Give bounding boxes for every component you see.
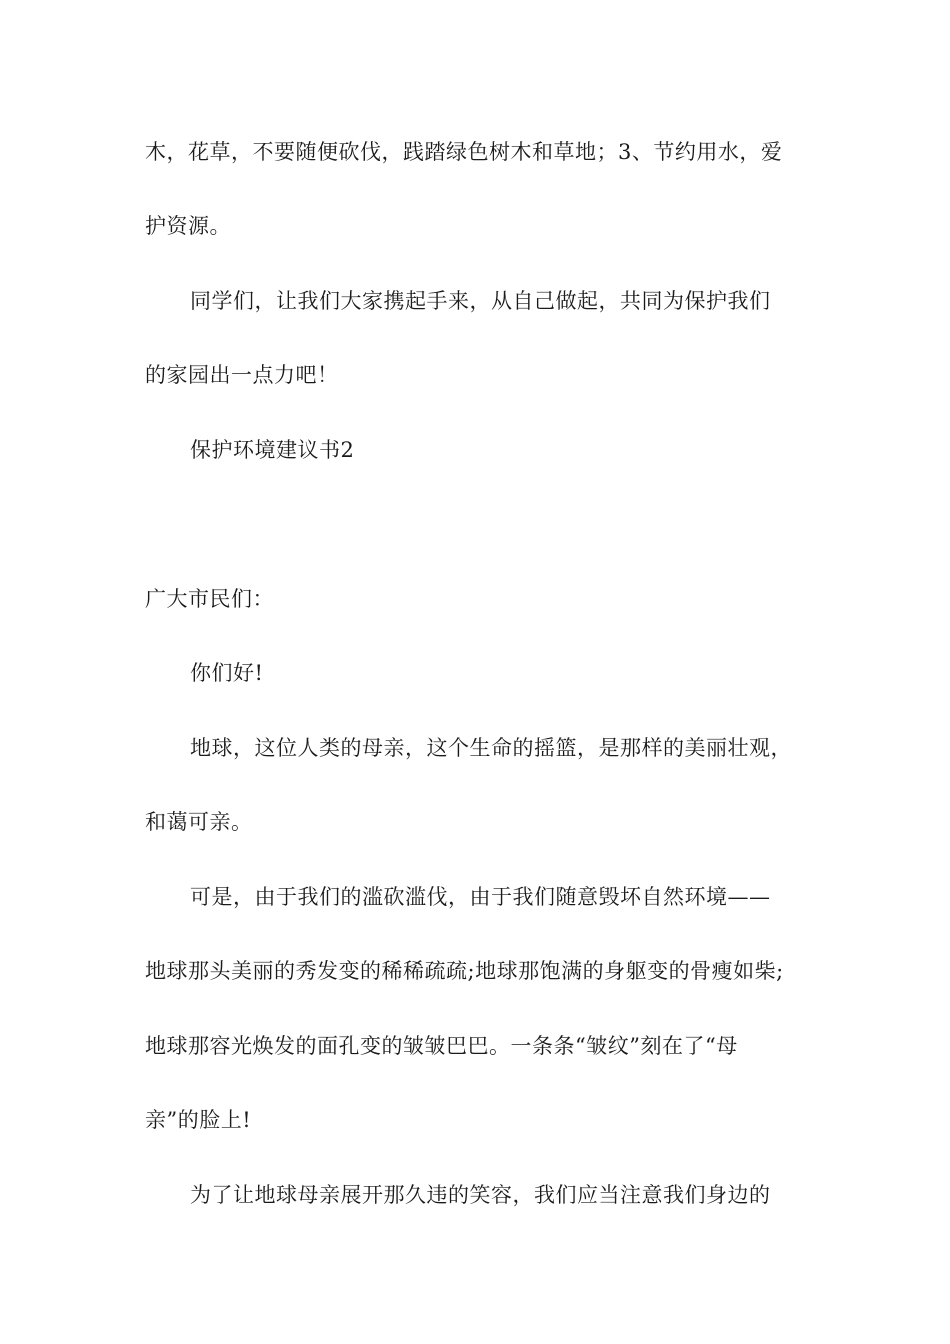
paragraph-line: 同学们，让我们大家携起手来，从自己做起，共同为保护我们 <box>190 289 771 313</box>
paragraph-line: 护资源。 <box>145 214 231 238</box>
paragraph-line: 地球，这位人类的母亲，这个生命的摇篮，是那样的美丽壮观， <box>190 736 792 760</box>
paragraph-line: 的家园出一点力吧！ <box>145 363 339 387</box>
greeting: 你们好! <box>190 661 264 685</box>
paragraph-line: 亲”的脸上! <box>145 1108 252 1132</box>
paragraph-line: 和蔼可亲。 <box>145 810 253 834</box>
salutation: 广大市民们： <box>145 587 274 611</box>
paragraph-line: 地球那头美丽的秀发变的稀稀疏疏;地球那饱满的身躯变的骨瘦如柴; <box>145 959 784 983</box>
paragraph-line: 木，花草，不要随便砍伐，践踏绿色树木和草地；3、节约用水，爱 <box>145 140 783 164</box>
paragraph-line: 地球那容光焕发的面孔变的皱皱巴巴。一条条“皱纹”刻在了“母 <box>145 1034 738 1058</box>
section-title: 保护环境建议书2 <box>190 438 355 462</box>
paragraph-line: 可是，由于我们的滥砍滥伐，由于我们随意毁坏自然环境—— <box>190 885 771 909</box>
paragraph-line: 为了让地球母亲展开那久违的笑容，我们应当注意我们身边的 <box>190 1183 771 1207</box>
